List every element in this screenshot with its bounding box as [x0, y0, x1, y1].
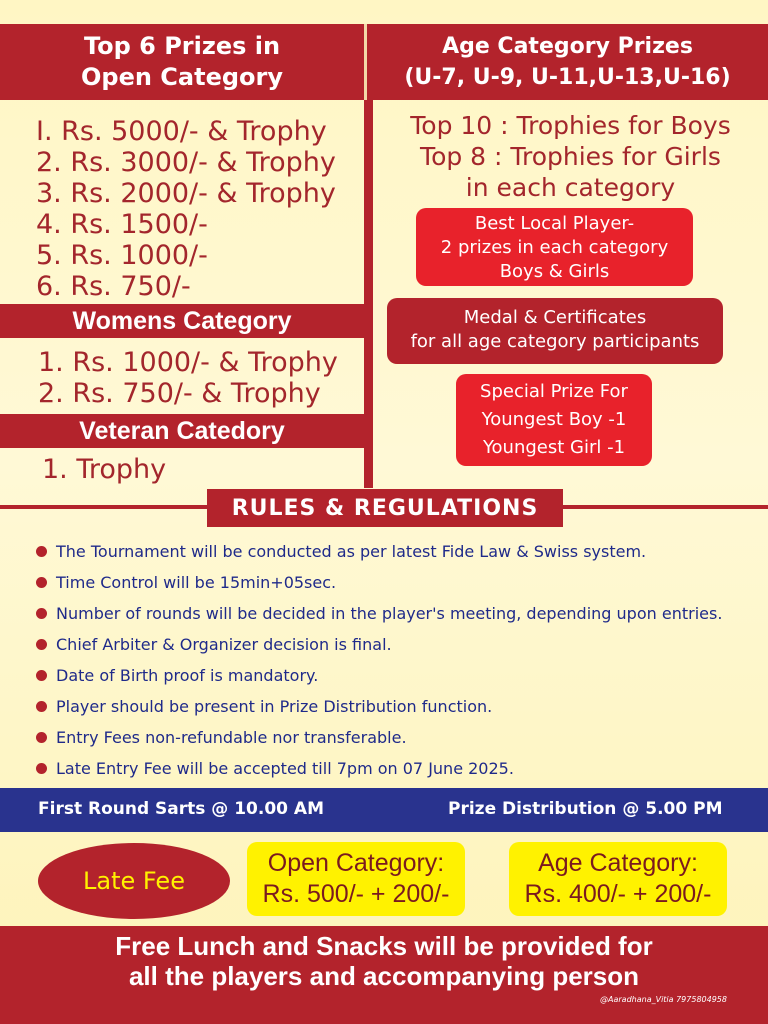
best-local-line1: Best Local Player- [474, 213, 635, 234]
special-prize-box [456, 374, 652, 466]
open-prize-6: 6. Rs. 750/- [36, 271, 191, 302]
rule-item [36, 753, 722, 784]
rule-item [36, 629, 722, 660]
open-title-line2: Open Category [80, 63, 283, 91]
footer-line2: all the players and accompanying person [128, 961, 640, 991]
age-category-title [367, 31, 768, 93]
rule-text: Chief Arbiter & Organizer decision is final. [56, 634, 392, 654]
open-prize-2: 2. Rs. 3000/- & Trophy [36, 147, 336, 178]
rule-item [36, 567, 722, 598]
rule-text: Number of rounds will be decided in the player's meeting, depending upon entries. [56, 603, 723, 623]
footer-line1: Free Lunch and Snacks will be provided for [115, 931, 653, 961]
bullet-icon [36, 577, 47, 588]
age-line-boys: Top 10 : Trophies for Boys [410, 111, 731, 140]
rule-text: The Tournament will be conducted as per latest Fide Law & Swiss system. [56, 541, 647, 561]
age-title-line1: Age Category Prizes [442, 34, 693, 59]
rule-text: Entry Fees non-refundable nor transferable. [56, 727, 407, 747]
late-fee-label: Late Fee [83, 867, 185, 895]
age-category-lines [373, 110, 768, 203]
rule-item [36, 598, 722, 629]
bullet-icon [36, 639, 47, 650]
open-late-fee-box [247, 842, 465, 916]
medal-line1: Medal & Certificates [463, 307, 647, 328]
late-fee-badge [38, 843, 230, 919]
first-round-time: First Round Sarts @ 10.00 AM [38, 799, 324, 819]
special-line3: Youngest Girl -1 [482, 437, 626, 458]
veteran-category-title: Veteran Catedory [79, 417, 285, 445]
age-fee-line2: Rs. 400/- + 200/- [524, 880, 712, 908]
age-title-line2: (U-7, U-9, U-11,U-13,U-16) [404, 65, 731, 90]
column-divider [364, 100, 373, 488]
rule-text: Late Entry Fee will be accepted till 7pm on 07 June 2025. [56, 758, 514, 778]
open-prize-list [36, 116, 336, 302]
bullet-icon [36, 732, 47, 743]
rule-item [36, 536, 722, 567]
open-prize-4: 4. Rs. 1500/- [36, 209, 208, 240]
rule-text: Time Control will be 15min+05sec. [56, 572, 337, 592]
rule-item [36, 691, 722, 722]
special-line2: Youngest Boy -1 [481, 409, 627, 430]
womens-prize-2: 2. Rs. 750/- & Trophy [38, 378, 321, 409]
prize-distribution-time: Prize Distribution @ 5.00 PM [448, 799, 723, 819]
rule-item [36, 722, 722, 753]
bullet-icon [36, 763, 47, 774]
rules-title: RULES & REGULATIONS [231, 495, 539, 521]
open-prize-3: 3. Rs. 2000/- & Trophy [36, 178, 336, 209]
veteran-prize-1: 1. Trophy [42, 454, 167, 485]
rules-title-box [207, 489, 563, 527]
rule-text: Player should be present in Prize Distribution function. [56, 696, 493, 716]
medal-certificates-box [387, 298, 723, 364]
bullet-icon [36, 670, 47, 681]
womens-category-title: Womens Category [72, 307, 292, 335]
open-fee-line1: Open Category: [267, 849, 445, 877]
rule-text: Date of Birth proof is mandatory. [56, 665, 319, 685]
best-local-player-box [416, 208, 693, 286]
open-prize-5: 5. Rs. 1000/- [36, 240, 208, 271]
bullet-icon [36, 608, 47, 619]
rules-list [36, 536, 722, 784]
best-local-line2: 2 prizes in each category [440, 237, 669, 258]
bullet-icon [36, 701, 47, 712]
footer-credit: @Aaradhana_Vitia 7975804958 [600, 995, 727, 1004]
open-title-line1: Top 6 Prizes in [83, 32, 281, 60]
womens-prize-list [38, 347, 338, 409]
open-fee-line2: Rs. 500/- + 200/- [262, 880, 450, 908]
open-prize-1: I. Rs. 5000/- & Trophy [36, 116, 327, 147]
best-local-line3: Boys & Girls [499, 261, 610, 282]
veteran-prize-list [42, 454, 166, 485]
age-line-girls: Top 8 : Trophies for Girls [420, 142, 721, 171]
womens-category-bar [0, 304, 364, 338]
bullet-icon [36, 546, 47, 557]
veteran-category-bar [0, 414, 364, 448]
age-line-each: in each category [465, 173, 676, 202]
special-line1: Special Prize For [480, 381, 628, 402]
age-fee-line1: Age Category: [538, 849, 698, 877]
footer-message [0, 931, 768, 991]
medal-line2: for all age category participants [410, 331, 700, 352]
womens-prize-1: 1. Rs. 1000/- & Trophy [38, 347, 338, 378]
age-late-fee-box [509, 842, 727, 916]
rule-item [36, 660, 722, 691]
open-category-title [0, 31, 364, 93]
